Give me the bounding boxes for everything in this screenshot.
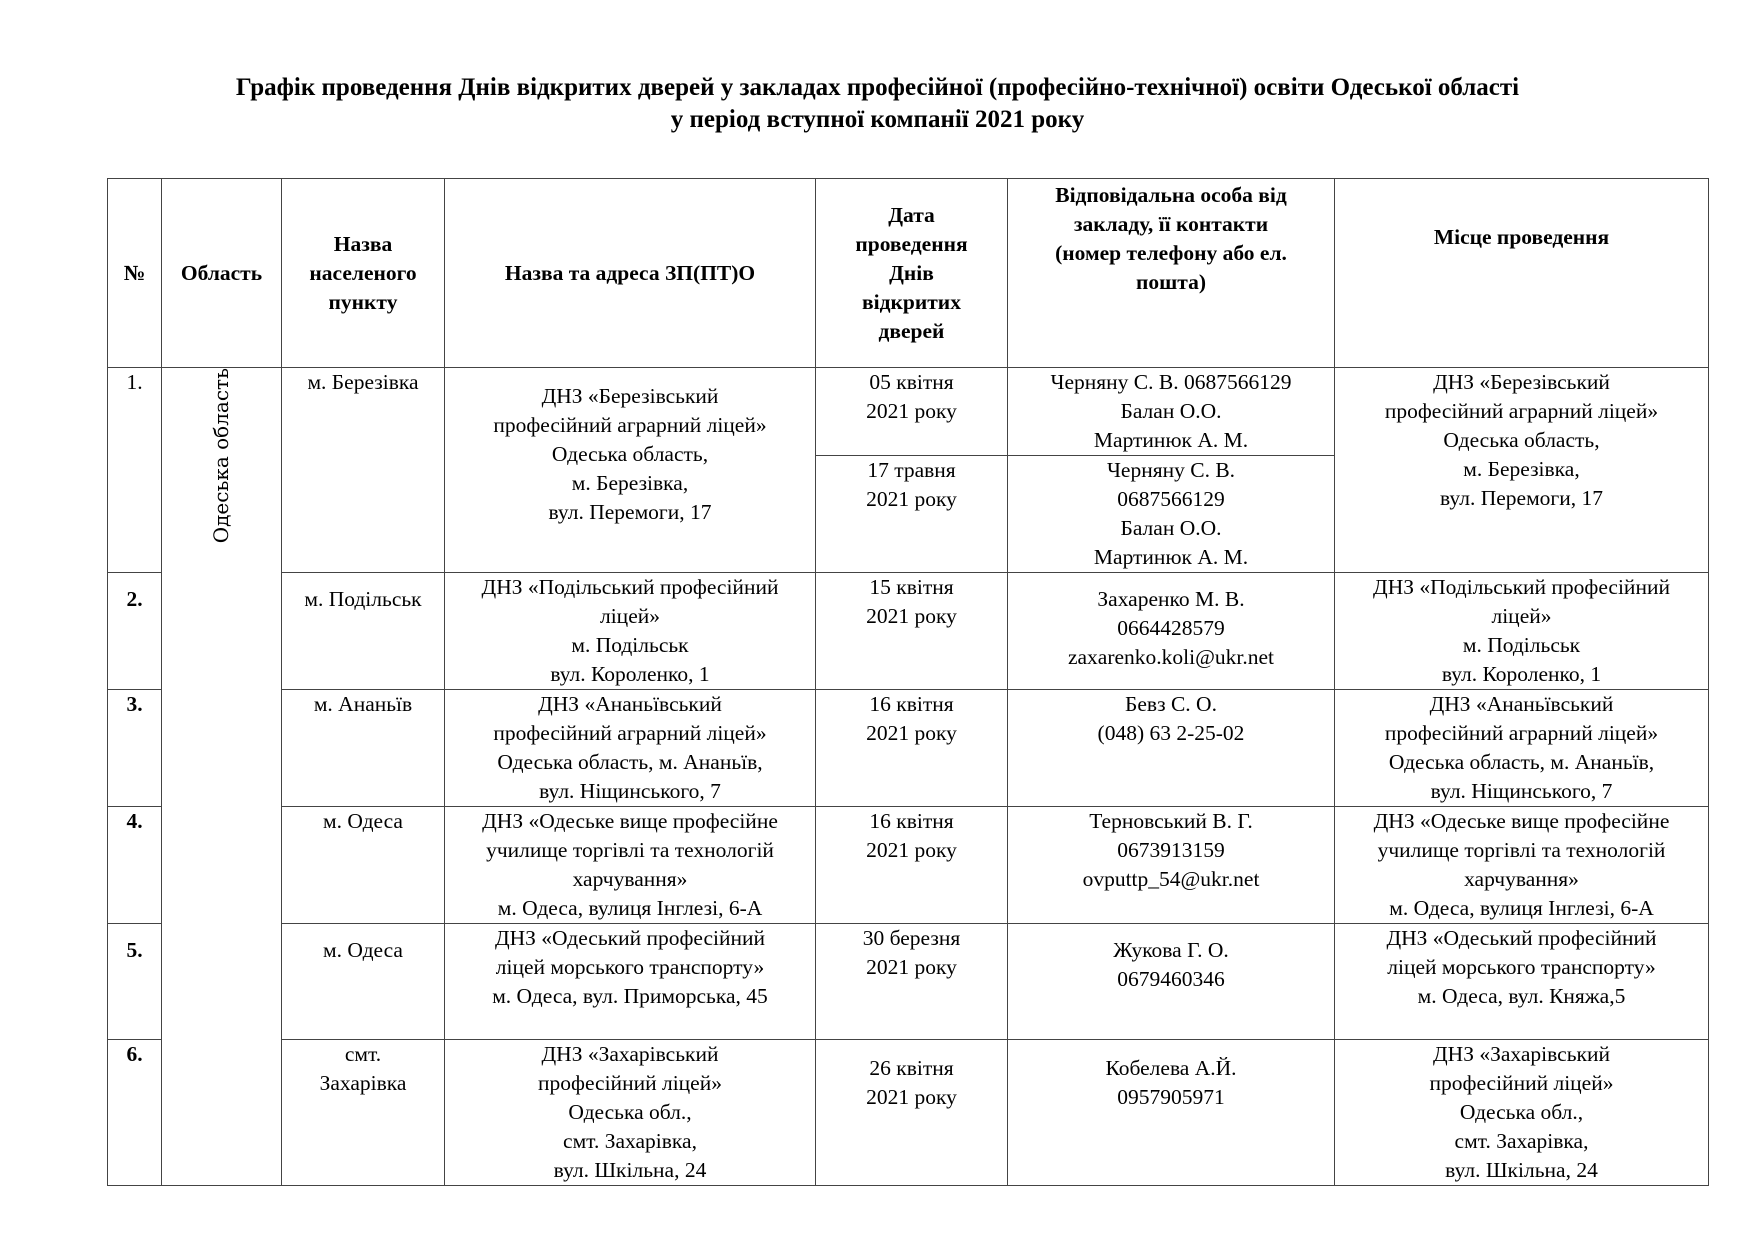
contact-cell: Кобелева А.Й. 0957905971 — [1008, 1040, 1335, 1186]
contact-cell: Жукова Г. О. 0679460346 — [1008, 924, 1335, 1040]
row-num: 4. — [108, 807, 162, 924]
institution-cell: ДНЗ «Одеський професійний ліцей морського транспорту» м. Одеса, вул. Приморська, 45 — [445, 924, 816, 1040]
header-contact: Відповідальна особа від закладу, її контакти (номер телефону або ел. пошта) — [1008, 179, 1335, 368]
row-num: 1. — [108, 368, 162, 573]
date-cell: 26 квітня 2021 року — [816, 1040, 1008, 1186]
institution-cell: ДНЗ «Захарівський професійний ліцей» Одеська обл., смт. Захарівка, вул. Шкільна, 24 — [445, 1040, 816, 1186]
open-days-schedule-table — [107, 178, 1709, 1186]
settlement-cell: м. Ананьїв — [282, 690, 445, 807]
date-cell: 15 квітня 2021 року — [816, 573, 1008, 690]
table-row-6 — [108, 1040, 1709, 1186]
title-line-1: Графік проведення Днів відкритих дверей у закладах професійної (професійно-технічної) освіти Одеської області — [235, 74, 1520, 101]
table-row-1 — [108, 368, 1709, 456]
institution-cell: ДНЗ «Березівський професійний аграрний ліцей» Одеська область, м. Березівка, вул. Перемоги, 17 — [445, 368, 816, 573]
date-cell: 16 квітня 2021 року — [816, 807, 1008, 924]
venue-cell: ДНЗ «Подільський професійний ліцей» м. Подільськ вул. Короленко, 1 — [1335, 573, 1709, 690]
contact-cell: Черняну С. В. 0687566129 Балан О.О. Мартинюк А. М. — [1008, 368, 1335, 456]
contact-cell: Бевз С. О. (048) 63 2-25-02 — [1008, 690, 1335, 807]
contact-cell: Захаренко М. В. 0664428579 zaxarenko.koli@ukr.net — [1008, 573, 1335, 690]
region-cell — [162, 368, 282, 1186]
venue-cell: ДНЗ «Одеський професійний ліцей морського транспорту» м. Одеса, вул. Княжа,5 — [1335, 924, 1709, 1040]
table-row-5 — [108, 924, 1709, 1040]
row-num: 3. — [108, 690, 162, 807]
date-cell: 17 травня 2021 року — [816, 456, 1008, 573]
row-num: 5. — [108, 924, 162, 1040]
title-line-2: у період вступної компанії 2021 року — [670, 106, 1085, 133]
date-cell: 30 березня 2021 року — [816, 924, 1008, 1040]
contact-cell: Терновський В. Г. 0673913159 ovputtp_54@ukr.net — [1008, 807, 1335, 924]
header-settlement: Назва населеного пункту — [282, 179, 445, 368]
date-cell: 05 квітня 2021 року — [816, 368, 1008, 456]
header-row — [108, 179, 1709, 368]
header-institution: Назва та адреса ЗП(ПТ)О — [445, 179, 816, 368]
settlement-cell: м. Подільськ — [282, 573, 445, 690]
institution-cell: ДНЗ «Подільський професійний ліцей» м. Подільськ вул. Короленко, 1 — [445, 573, 816, 690]
institution-cell: ДНЗ «Одеське вище професійне училище торгівлі та технологій харчування» м. Одеса, вулиця Інглезі, 6-А — [445, 807, 816, 924]
settlement-cell: смт. Захарівка — [282, 1040, 445, 1186]
venue-cell: ДНЗ «Одеське вище професійне училище торгівлі та технологій харчування» м. Одеса, вулиця Інглезі, 6-А — [1335, 807, 1709, 924]
contact-cell: Черняну С. В. 0687566129 Балан О.О. Мартинюк А. М. — [1008, 456, 1335, 573]
settlement-cell: м. Одеса — [282, 924, 445, 1040]
region-label: Одеська область — [209, 368, 233, 544]
document-title — [0, 72, 1755, 136]
venue-cell: ДНЗ «Захарівський професійний ліцей» Одеська обл., смт. Захарівка, вул. Шкільна, 24 — [1335, 1040, 1709, 1186]
settlement-cell: м. Березівка — [282, 368, 445, 573]
settlement-cell: м. Одеса — [282, 807, 445, 924]
header-venue: Місце проведення — [1335, 179, 1709, 368]
row-num: 2. — [108, 573, 162, 690]
venue-cell: ДНЗ «Березівський професійний аграрний ліцей» Одеська область, м. Березівка, вул. Перемоги, 17 — [1335, 368, 1709, 573]
venue-cell: ДНЗ «Ананьївський професійний аграрний ліцей» Одеська область, м. Ананьїв, вул. Ніщинського, 7 — [1335, 690, 1709, 807]
row-num: 6. — [108, 1040, 162, 1186]
header-num: № — [108, 179, 162, 368]
table-row-2 — [108, 573, 1709, 690]
table-row-4 — [108, 807, 1709, 924]
header-date: Дата проведення Днів відкритих дверей — [816, 179, 1008, 368]
date-cell: 16 квітня 2021 року — [816, 690, 1008, 807]
institution-cell: ДНЗ «Ананьївський професійний аграрний ліцей» Одеська область, м. Ананьїв, вул. Ніщинського, 7 — [445, 690, 816, 807]
header-region: Область — [162, 179, 282, 368]
table-row-3 — [108, 690, 1709, 807]
